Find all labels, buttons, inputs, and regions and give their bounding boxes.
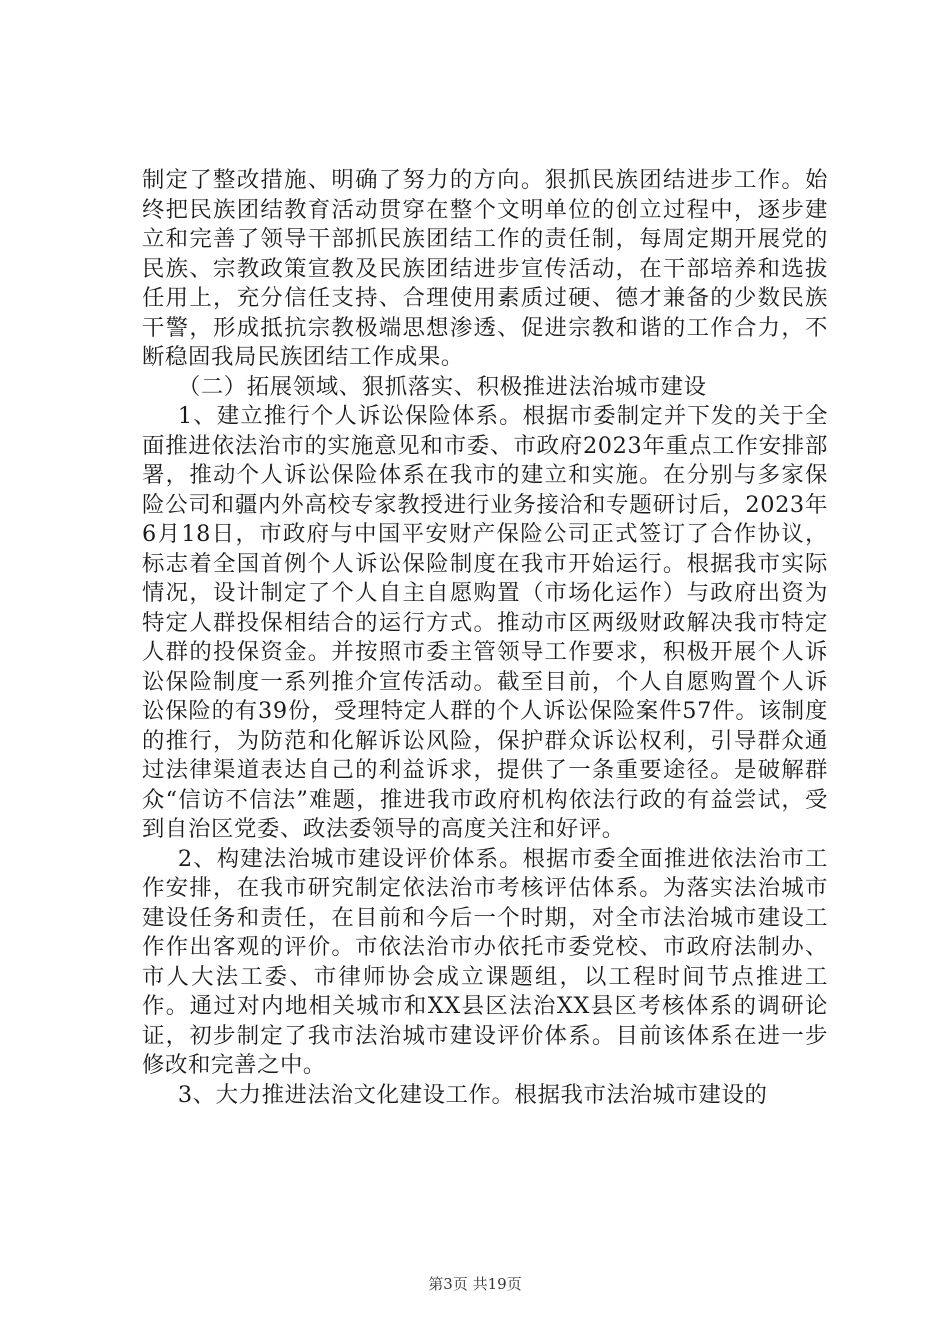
document-body — [142, 166, 828, 1110]
section-heading-rule-of-law-city: （二）拓展领域、狠抓落实、积极推进法治城市建设 — [177, 373, 707, 400]
paragraph-litigation-insurance: 1、建立推行个人诉讼保险体系。根据市委制定并下发的关于全面推进依法治市的实施意见和市委、市政府2023年重点工作安排部署，推动个人诉讼保险体系在我市的建立和实施。在分别与多家保险公司和疆内外高校专家教授进行业务接洽和专题研讨后，2023年6月18日，市政府与中国平安财产保险公司正式签订了合作协议，标志着全国首例个人诉讼保险制度在我市开始运行。根据我市实际情况，设计制定了个人自主自愿购置（市场化运作）与政府出资为特定人群投保相结合的运行方式。推动市区两级财政解决我市特定人群的投保资金。并按照市委主管领导工作要求，积极开展个人诉讼保险制度一系列推介宣传活动。截至目前，个人自愿购置个人诉讼保险的有39份，受理特定人群的个人诉讼保险案件57件。该制度的推行，为防范和化解诉讼风险，保护群众诉讼权利，引导群众通过法律渠道表达自己的利益诉求，提供了一条重要途径。是破解群众“信访不信法”难题，推进我市政府机构依法行政的有益尝试，受到自治区党委、政法委领导的高度关注和好评。 — [142, 403, 828, 842]
paragraph-ethnic-unity: 制定了整改措施、明确了努力的方向。狠抓民族团结进步工作。始终把民族团结教育活动贯穿在整个文明单位的创立过程中，逐步建立和完善了领导干部抓民族团结工作的责任制，每周定期开展党的民族、宗教政策宣教及民族团结进步宣传活动，在干部培养和选拔任用上，充分信任支持、合理使用素质过硬、德才兼备的少数民族干警，形成抵抗宗教极端思想渗透、促进宗教和谐的工作合力，不断稳固我局民族团结工作成果。 — [142, 167, 828, 370]
paragraph-evaluation-system: 2、构建法治城市建设评价体系。根据市委全面推进依法治市工作安排，在我市研究制定依法治市考核评估体系。为落实法治城市建设任务和责任，在目前和今后一个时期，对全市法治城市建设工作作出客观的评价。市依法治市办依托市委党校、市政府法制办、市人大法工委、市律师协会成立课题组，以工程时间节点推进工作。通过对内地相关城市和XX县区法治XX县区考核体系的调研论证，初步制定了我市法治城市建设评价体系。目前该体系在进一步修改和完善之中。 — [142, 845, 828, 1078]
paragraph-legal-culture: 3、大力推进法治文化建设工作。根据我市法治城市建设的 — [177, 1081, 768, 1108]
page-number-footer: 第3页 共19页 — [428, 1275, 522, 1293]
